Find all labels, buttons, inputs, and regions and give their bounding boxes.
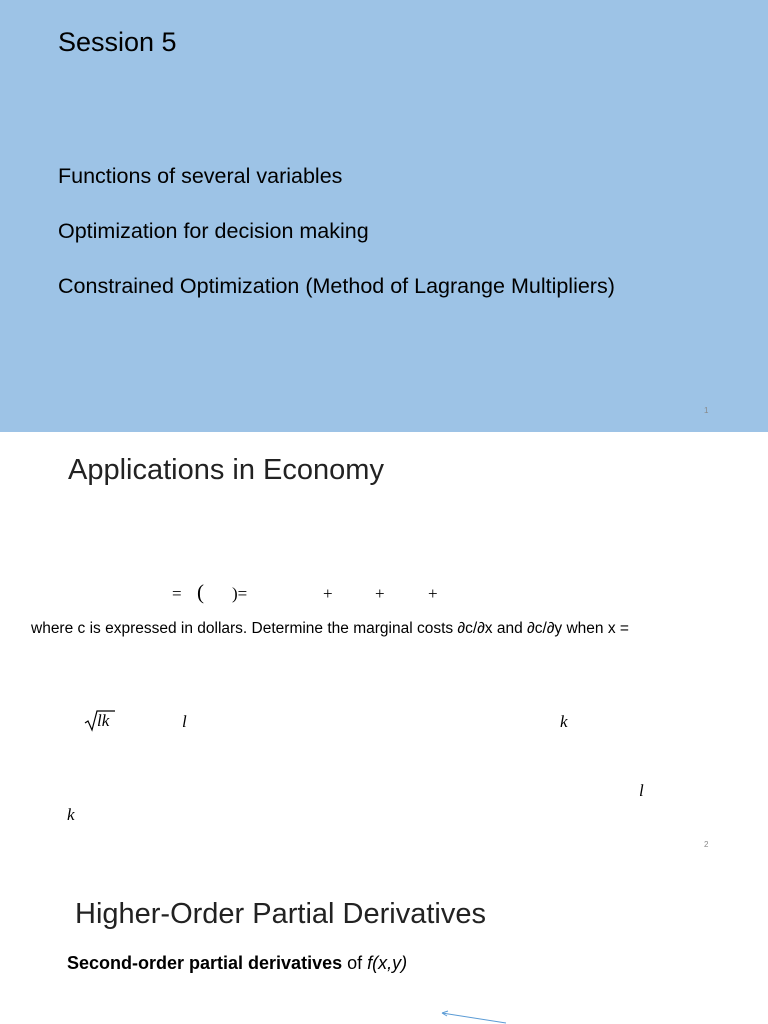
arrow-icon — [436, 1008, 508, 1024]
topic-item-functions: Functions of several variables — [58, 164, 343, 188]
slide-1 — [0, 0, 768, 432]
variable-k: k — [67, 805, 75, 824]
slide-3-subtitle — [67, 953, 407, 974]
slide-3 — [0, 864, 768, 1024]
slide-2-title: Applications in Economy — [68, 454, 384, 486]
problem-statement: where c is expressed in dollars. Determine the marginal costs ∂c/∂x and ∂c/∂y when x = — [31, 620, 629, 637]
topic-item-constrained-optimization: Constrained Optimization (Method of Lagrange Multipliers) — [58, 274, 615, 298]
variable-l: l — [182, 712, 187, 731]
page-number: 1 — [704, 406, 709, 415]
equation-plus: + — [428, 584, 438, 603]
equation-plus: + — [375, 584, 385, 603]
equation-open-paren: ( — [197, 580, 204, 604]
equation-close-paren-equals: )= — [232, 584, 248, 603]
equation-equals: = — [172, 584, 182, 603]
sqrt-lk-label: lk — [97, 711, 110, 730]
subtitle-function: f(x,y) — [367, 953, 408, 973]
equation-plus: + — [323, 584, 333, 603]
slide-1-title: Session 5 — [58, 27, 177, 57]
slide-3-title: Higher-Order Partial Derivatives — [75, 898, 486, 930]
subtitle-bold: Second-order partial derivatives — [67, 953, 343, 973]
subtitle-mid: of — [342, 953, 368, 973]
variable-k: k — [560, 712, 568, 731]
page-number: 2 — [704, 840, 709, 849]
topic-item-optimization: Optimization for decision making — [58, 219, 369, 243]
slide-2 — [0, 432, 768, 864]
variable-l: l — [639, 781, 644, 800]
